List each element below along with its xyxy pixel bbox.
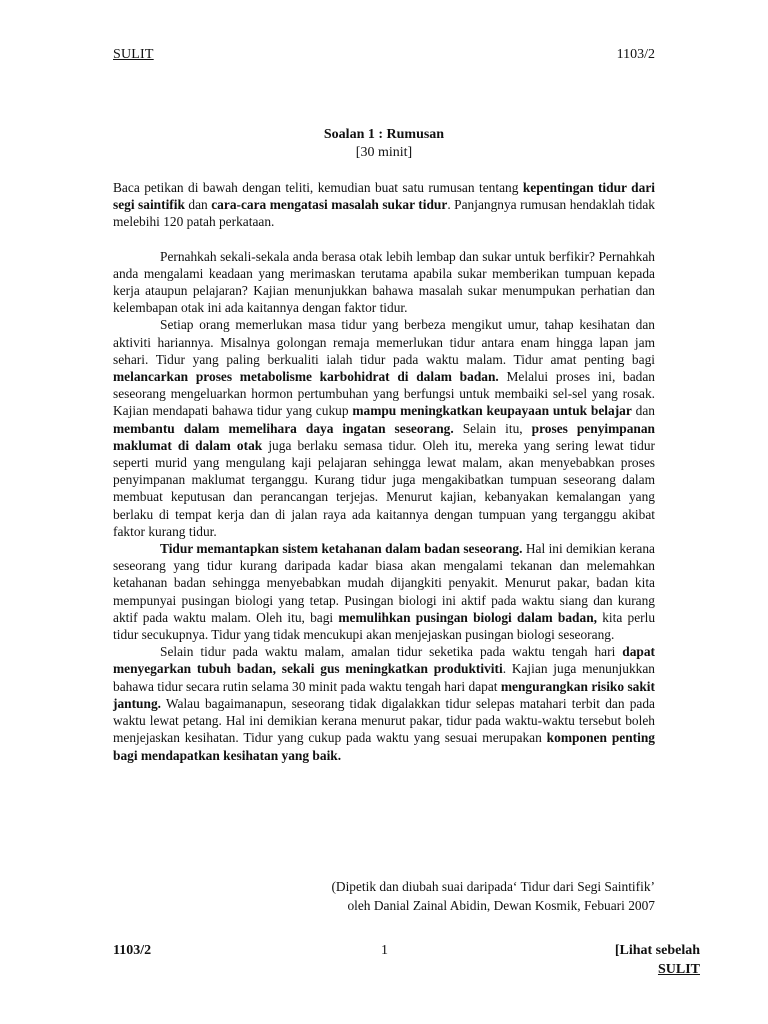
key-point: membantu dalam memelihara daya ingatan seseorang. — [113, 420, 454, 436]
next-page-note: [Lihat sebelah — [614, 943, 700, 958]
instruction-text: dan — [184, 197, 212, 213]
paragraph-text: Melalui proses ini, badan seseorang mengeluarkan hormon pertumbuhan yang berfungsi untuk membaiki sel-sel yang rosak. Kajian mendapati bahawa tidur yang cukup — [113, 369, 655, 419]
paragraph-text: Walau bagaimanapun, seseorang tidak digalakkan tidur selepas matahari terbit dan pada waktu lewat petang. Hal ini demikian kerana menurut pakar, tidur pada waktu-waktu tersebut boleh menjejaskan kesihatan. Tidur yang cukup pada waktu yang sesuai merupakan — [113, 695, 655, 746]
instruction-text: Baca petikan di bawah dengan teliti, kemudian buat satu rumusan tentang — [113, 180, 523, 195]
passage-paragraph-2 — [113, 316, 655, 540]
paragraph-text: kita perlu tidur secukupnya. Tidur yang tidak mencukupi akan menjejaskan pusingan biologi seseorang. — [113, 609, 656, 643]
key-point: memulihkan pusingan biologi dalam badan, — [338, 609, 597, 625]
paragraph-text: dan — [631, 403, 655, 419]
paragraph-text: juga berlaku semasa tidur. Oleh itu, mereka yang sering lewat tidur seperti murid yang mengulang kaji pelajaran sehingga lewat malam, akan menyebabkan proses penyimpanan maklumat terganggu. Kurang tidur juga mengakibatkan tumpuan seseorang dalam membuat keputusan dan perancangan terjejas. Menurut kajian, kebanyakan kemalangan yang berlaku di tempat kerja dan di jalan raya ada kaitannya dengan tumpuan yang terganggu akibat faktor kurang tidur. — [113, 437, 655, 539]
instruction-paragraph — [113, 179, 655, 231]
paper-code: 1103/2 — [616, 47, 655, 62]
key-point: dapat menyegarkan tubuh badan, sekali gus meningkatkan produktiviti — [113, 644, 655, 677]
instruction-emphasis: kepentingan tidur dari segi saintifik — [113, 180, 655, 213]
key-point: melancarkan proses metabolisme karbohidrat di dalam badan. — [113, 369, 499, 385]
passage-content — [113, 179, 655, 764]
footer-paper-code: 1103/2 — [113, 943, 152, 958]
instruction-text: . Panjangnya rumusan hendaklah tidak melebihi 120 patah perkataan. — [113, 197, 655, 230]
paragraph-text: . Kajian juga menunjukkan bahawa tidur secara rutin selama 30 minit pada waktu tengah hari dapat — [113, 661, 655, 694]
instruction-emphasis: cara-cara mengatasi masalah sukar tidur — [211, 197, 448, 213]
source-citation — [113, 877, 655, 915]
key-point: mampu meningkatkan keupayaan untuk belajar — [352, 403, 632, 419]
paragraph-text: Setiap orang memerlukan masa tidur yang berbeza mengikut umur, tahap kesihatan dan aktiviti hariannya. Misalnya golongan remaja memerlukan tidur antara enam hingga lapan jam sehari. Tidur yang paling berkualiti ialah tidur pada waktu malam. Tidur amat penting bagi — [113, 317, 655, 367]
key-point: proses penyimpanan maklumat di dalam otak — [113, 420, 656, 453]
passage-paragraph-1: Pernahkah sekali-sekala anda berasa otak lebih lembap dan sukar untuk berfikir? Pernahkah anda mengalami keadaan yang merimaskan terutama apabila sukar memberikan tumpuan kepada kerja ataupun pelajaran? Kajian menunjukkan bahawa masalah sukar menumpukan perhatian dan kelembapan otak ini ada kaitannya dengan faktor tidur. — [113, 248, 655, 316]
paragraph-text: Hal ini demikian kerana seseorang yang tidur kurang daripada kadar biasa akan mengalami tekanan dan melemahkan ketahanan badan sehingga menyebabkan mudah dijangkiti penyakit. Menurut pakar, badan kita mempunyai pusingan biologi yang tetap. Pusingan biologi ini aktif pada waktu siang dan kurang aktif pada waktu malam. Oleh itu, bagi — [113, 541, 655, 625]
source-line-1: (Dipetik dan diubah suai daripada‘ Tidur dari Segi Saintifik’ — [331, 879, 655, 894]
passage-paragraph-3 — [113, 540, 655, 643]
page-footer — [113, 943, 700, 983]
paragraph-text: Selain itu, — [453, 420, 532, 436]
footer-classification: SULIT — [657, 962, 700, 977]
key-point: komponen penting bagi mendapatkan kesihatan yang baik. — [113, 730, 655, 763]
page-header — [113, 47, 655, 67]
key-point: mengurangkan risiko sakit jantung. — [113, 678, 655, 711]
passage-paragraph-4 — [113, 643, 655, 763]
classification-label: SULIT — [113, 47, 154, 62]
question-duration: [30 minit] — [355, 145, 413, 160]
paragraph-text: Selain tidur pada waktu malam, amalan tidur seketika pada waktu tengah hari — [160, 644, 623, 660]
question-title-block — [113, 126, 655, 162]
key-point: Tidur memantapkan sistem ketahanan dalam badan seseorang. — [160, 541, 523, 557]
source-line-2: oleh Danial Zainal Abidin, Dewan Kosmik, Febuari 2007 — [347, 898, 655, 913]
question-heading: Soalan 1 : Rumusan — [323, 127, 445, 142]
page-number: 1 — [381, 943, 388, 958]
